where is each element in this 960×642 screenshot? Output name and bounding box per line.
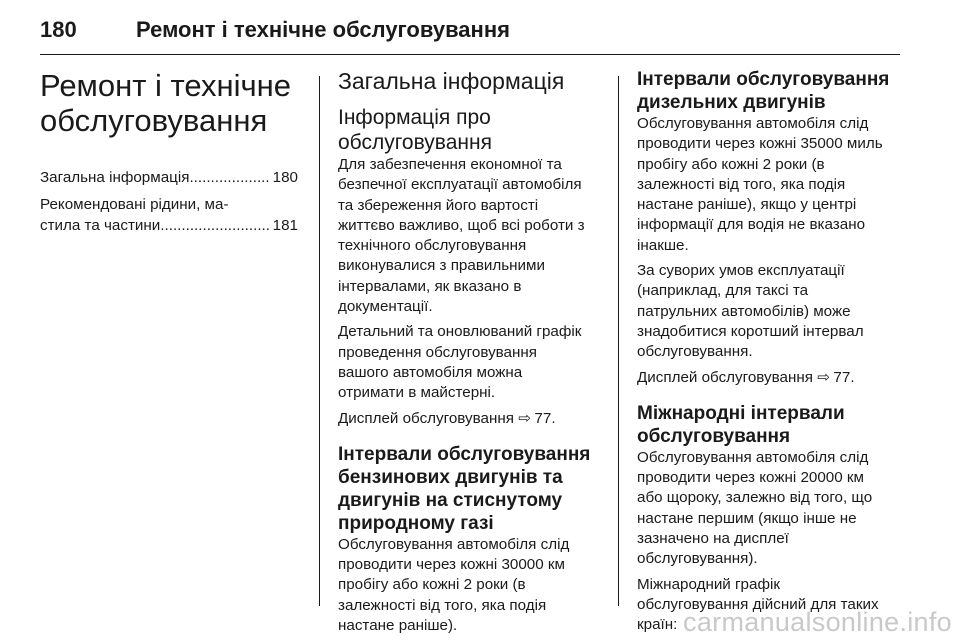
page-number: 180 (40, 17, 77, 42)
paragraph (338, 322, 604, 403)
text-line: Обслуговування автомобіля слід (637, 448, 869, 466)
arrow-reference-icon: ⇨ (817, 368, 830, 386)
toc-entry[interactable] (40, 195, 298, 236)
chapter-title-line: Ремонт і технічне (40, 68, 291, 103)
toc-page-number: 181 (272, 216, 298, 234)
text-line: настане раніше). (338, 617, 458, 635)
toc-leader-dots (160, 216, 270, 236)
text-line: безпечної експлуатації автомобіля (338, 176, 582, 194)
paragraph (637, 448, 905, 570)
heading-petrol-intervals (338, 443, 604, 535)
text-line: природному газі (338, 512, 494, 534)
text-line: Інтервали обслуговування (338, 443, 591, 465)
heading-line: обслуговування (338, 131, 492, 154)
text-line: та збереження його вартості (338, 196, 539, 214)
text-line: країн: (637, 616, 678, 634)
text-line: настане раніше), якщо у центрі (637, 196, 857, 214)
page-header (40, 14, 900, 55)
xref-page: 77. (534, 409, 556, 427)
text-line: Детальний та оновлюваний графік (338, 323, 582, 341)
diesel-info-column (637, 68, 905, 636)
text-line: залежності від того, яка подія (637, 175, 846, 193)
text-line: бензинових двигунів та (338, 466, 563, 488)
text-line: зазначено на дисплеї (637, 530, 789, 548)
text-line: обслуговування (637, 425, 791, 447)
toc-entry-title: Загальна інформація (40, 169, 190, 186)
text-line: пробігу або кожні 2 роки (в (338, 576, 526, 594)
toc-entry-title: стила та частини (40, 216, 161, 234)
text-line: інформації для водія не вказано (637, 216, 866, 234)
paragraph (637, 114, 905, 256)
toc-page-number: 180 (272, 169, 298, 186)
text-line: інакше. (637, 236, 689, 254)
chapter-title (40, 68, 298, 138)
table-of-contents (40, 168, 298, 243)
toc-leader-dots (189, 168, 270, 188)
chapter-column (40, 68, 298, 243)
watermark: carmanualsonline.info (683, 607, 952, 637)
text-line: інтервалами, як вказано в (338, 277, 522, 295)
heading-service-info (338, 105, 604, 155)
text-line: настане першим (якщо інше не (637, 509, 857, 527)
text-line: отримати в майстерні. (338, 384, 496, 402)
text-line: Міжнародні інтервали (637, 402, 845, 424)
column-divider (319, 76, 320, 606)
text-line: життєво важливо, щоб всі роботи з (338, 216, 585, 234)
text-line: Обслуговування автомобіля слід (637, 115, 869, 132)
text-line: обслуговування дійсний для таких (637, 595, 879, 613)
text-line: проводити через кожні 35000 миль (637, 135, 883, 153)
text-line: залежності від того, яка подія (338, 596, 547, 614)
toc-row (40, 168, 298, 188)
paragraph (338, 535, 604, 636)
text-line: технічного обслуговування (338, 237, 527, 255)
text-line: обслуговування). (637, 550, 758, 568)
text-line: проведення обслуговування (338, 343, 538, 361)
text-line: проводити через кожні 30000 км (338, 556, 566, 574)
running-title: Ремонт і технічне обслуговування (136, 17, 510, 42)
xref-page: 77. (833, 368, 855, 386)
cross-reference[interactable] (637, 368, 905, 388)
cross-reference[interactable] (338, 409, 604, 429)
text-line: двигунів на стиснутому (338, 489, 563, 511)
xref-text: Дисплей обслуговування (637, 368, 813, 386)
xref-text: Дисплей обслуговування (338, 409, 514, 427)
text-line: (наприклад, для таксі та (637, 282, 809, 300)
paragraph (637, 261, 905, 362)
paragraph (338, 155, 604, 317)
heading-line: Інформація про (338, 106, 491, 129)
text-line: Обслуговування автомобіля слід (338, 535, 570, 553)
heading-diesel-intervals (637, 68, 905, 114)
text-line: документації. (338, 298, 433, 316)
section-title: Загальна інформація (338, 68, 565, 94)
text-line: Для забезпечення економної та (338, 156, 562, 173)
arrow-reference-icon: ⇨ (518, 409, 531, 427)
text-line: Інтервали обслуговування (637, 69, 890, 90)
text-line: або щороку, залежно від того, що (637, 489, 873, 507)
general-info-column (338, 68, 604, 636)
text-line: патрульних автомобілів) може (637, 302, 851, 320)
toc-entry-line: Рекомендовані рідини, ма- (40, 196, 229, 214)
text-line: вашого автомобіля можна (338, 363, 523, 381)
text-line: знадобитися коротший інтервал (637, 322, 864, 340)
text-line: дизельних двигунів (637, 92, 826, 113)
toc-entry[interactable] (40, 168, 298, 188)
text-line: пробігу або кожні 2 роки (в (637, 155, 825, 173)
text-line: обслуговування. (637, 343, 753, 361)
text-line: Міжнародний графік (637, 575, 780, 593)
heading-international-intervals (637, 402, 905, 448)
toc-row (40, 216, 298, 236)
column-divider (618, 76, 619, 606)
text-line: проводити через кожні 20000 км (637, 469, 865, 487)
chapter-title-line: обслуговування (40, 103, 268, 138)
text-line: За суворих умов експлуатації (637, 262, 845, 280)
text-line: виконувалися з правильними (338, 257, 545, 275)
